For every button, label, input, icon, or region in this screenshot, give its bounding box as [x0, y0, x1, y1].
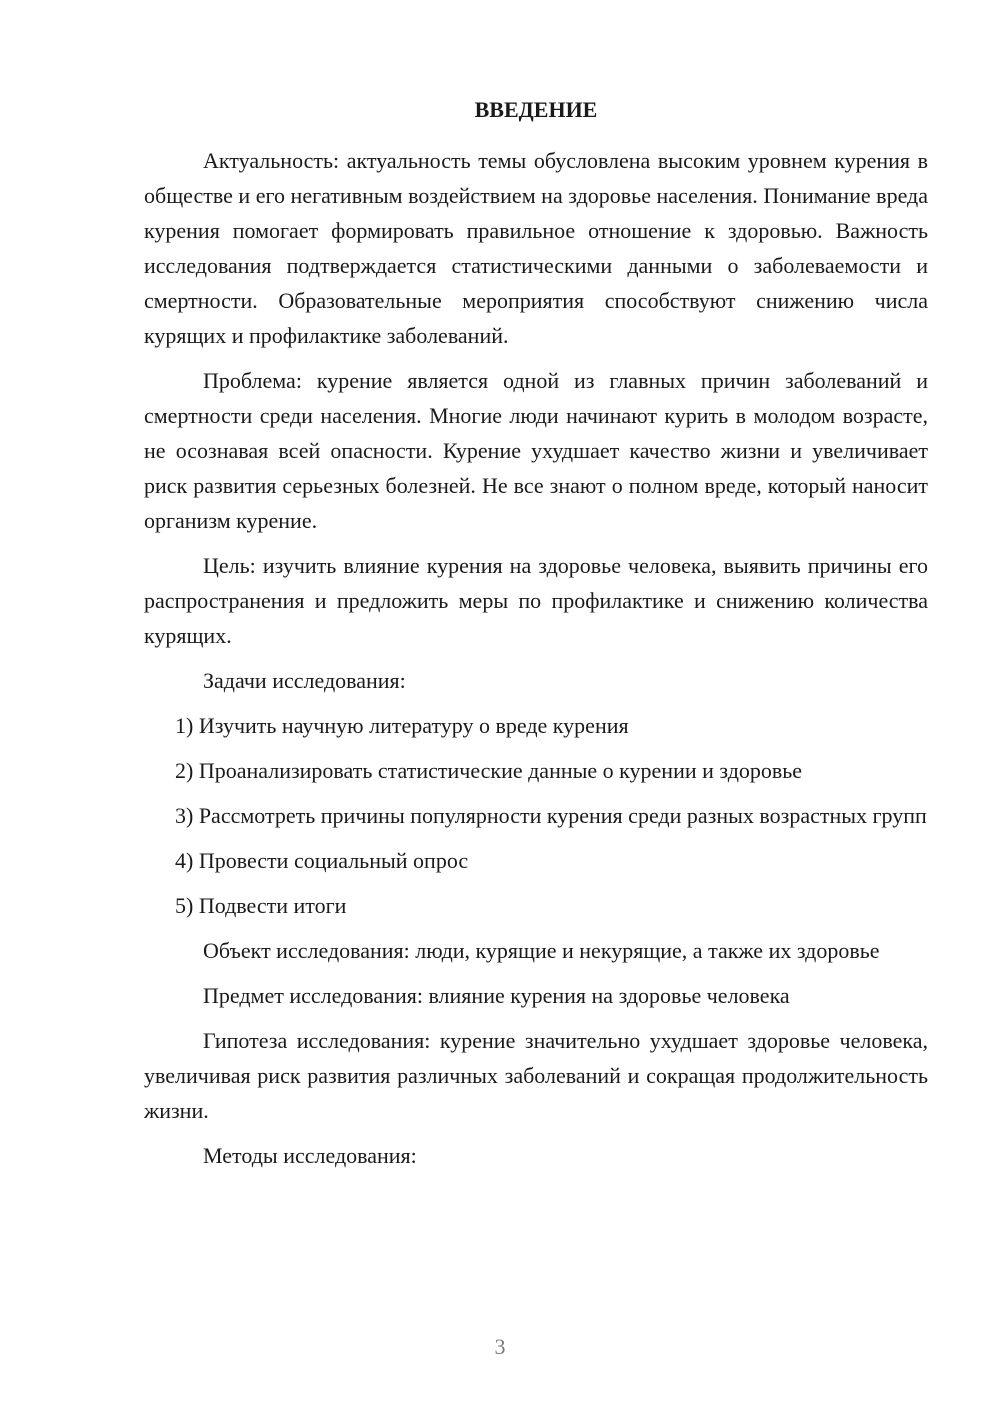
- task-item-4: 4) Провести социальный опрос: [175, 848, 469, 873]
- task-item-5: 5) Подвести итоги: [175, 893, 347, 918]
- paragraph-object: Объект исследования: люди, курящие и некурящие, а также их здоровье: [203, 938, 880, 963]
- tasks-heading: Задачи исследования:: [203, 668, 406, 693]
- task-item-1: 1) Изучить научную литературу о вреде курения: [175, 713, 629, 738]
- task-item-2: 2) Проанализировать статистические данные о курении и здоровье: [175, 758, 803, 783]
- page-title: ВВЕДЕНИЕ: [474, 97, 598, 122]
- task-item-3: 3) Рассмотреть причины популярности курения среди разных возрастных групп: [175, 803, 927, 828]
- paragraph-methods: Методы исследования:: [203, 1143, 417, 1168]
- document-page: [144, 92, 928, 1183]
- paragraph-hypothesis: Гипотеза исследования: курение значительно ухудшает здоровье человека, увеличивая риск развития различных заболеваний и сокращая продолжительность жизни.: [144, 1028, 928, 1123]
- paragraph-problem: Проблема: курение является одной из главных причин заболеваний и смертности среди населения. Многие люди начинают курить в молодом возрасте, не осознавая всей опасности. Курение ухудшает качество жизни и увеличивает риск развития серьезных болезней. Не все знают о полном вреде, который наносит организм курение.: [144, 368, 928, 533]
- paragraph-goal: Цель: изучить влияние курения на здоровье человека, выявить причины его распространения и предложить меры по профилактике и снижению количества курящих.: [144, 553, 928, 648]
- paragraph-actuality: Актуальность: актуальность темы обусловлена высоким уровнем курения в обществе и его негативным воздействием на здоровье населения. Понимание вреда курения помогает формировать правильное отношение к здоровью. Важность исследования подтверждается статистическими данными о заболеваемости и смертности. Образовательные мероприятия способствуют снижению числа курящих и профилактике заболеваний.: [144, 148, 928, 348]
- page-number: 3: [494, 1334, 506, 1359]
- paragraph-subject: Предмет исследования: влияние курения на здоровье человека: [203, 983, 790, 1008]
